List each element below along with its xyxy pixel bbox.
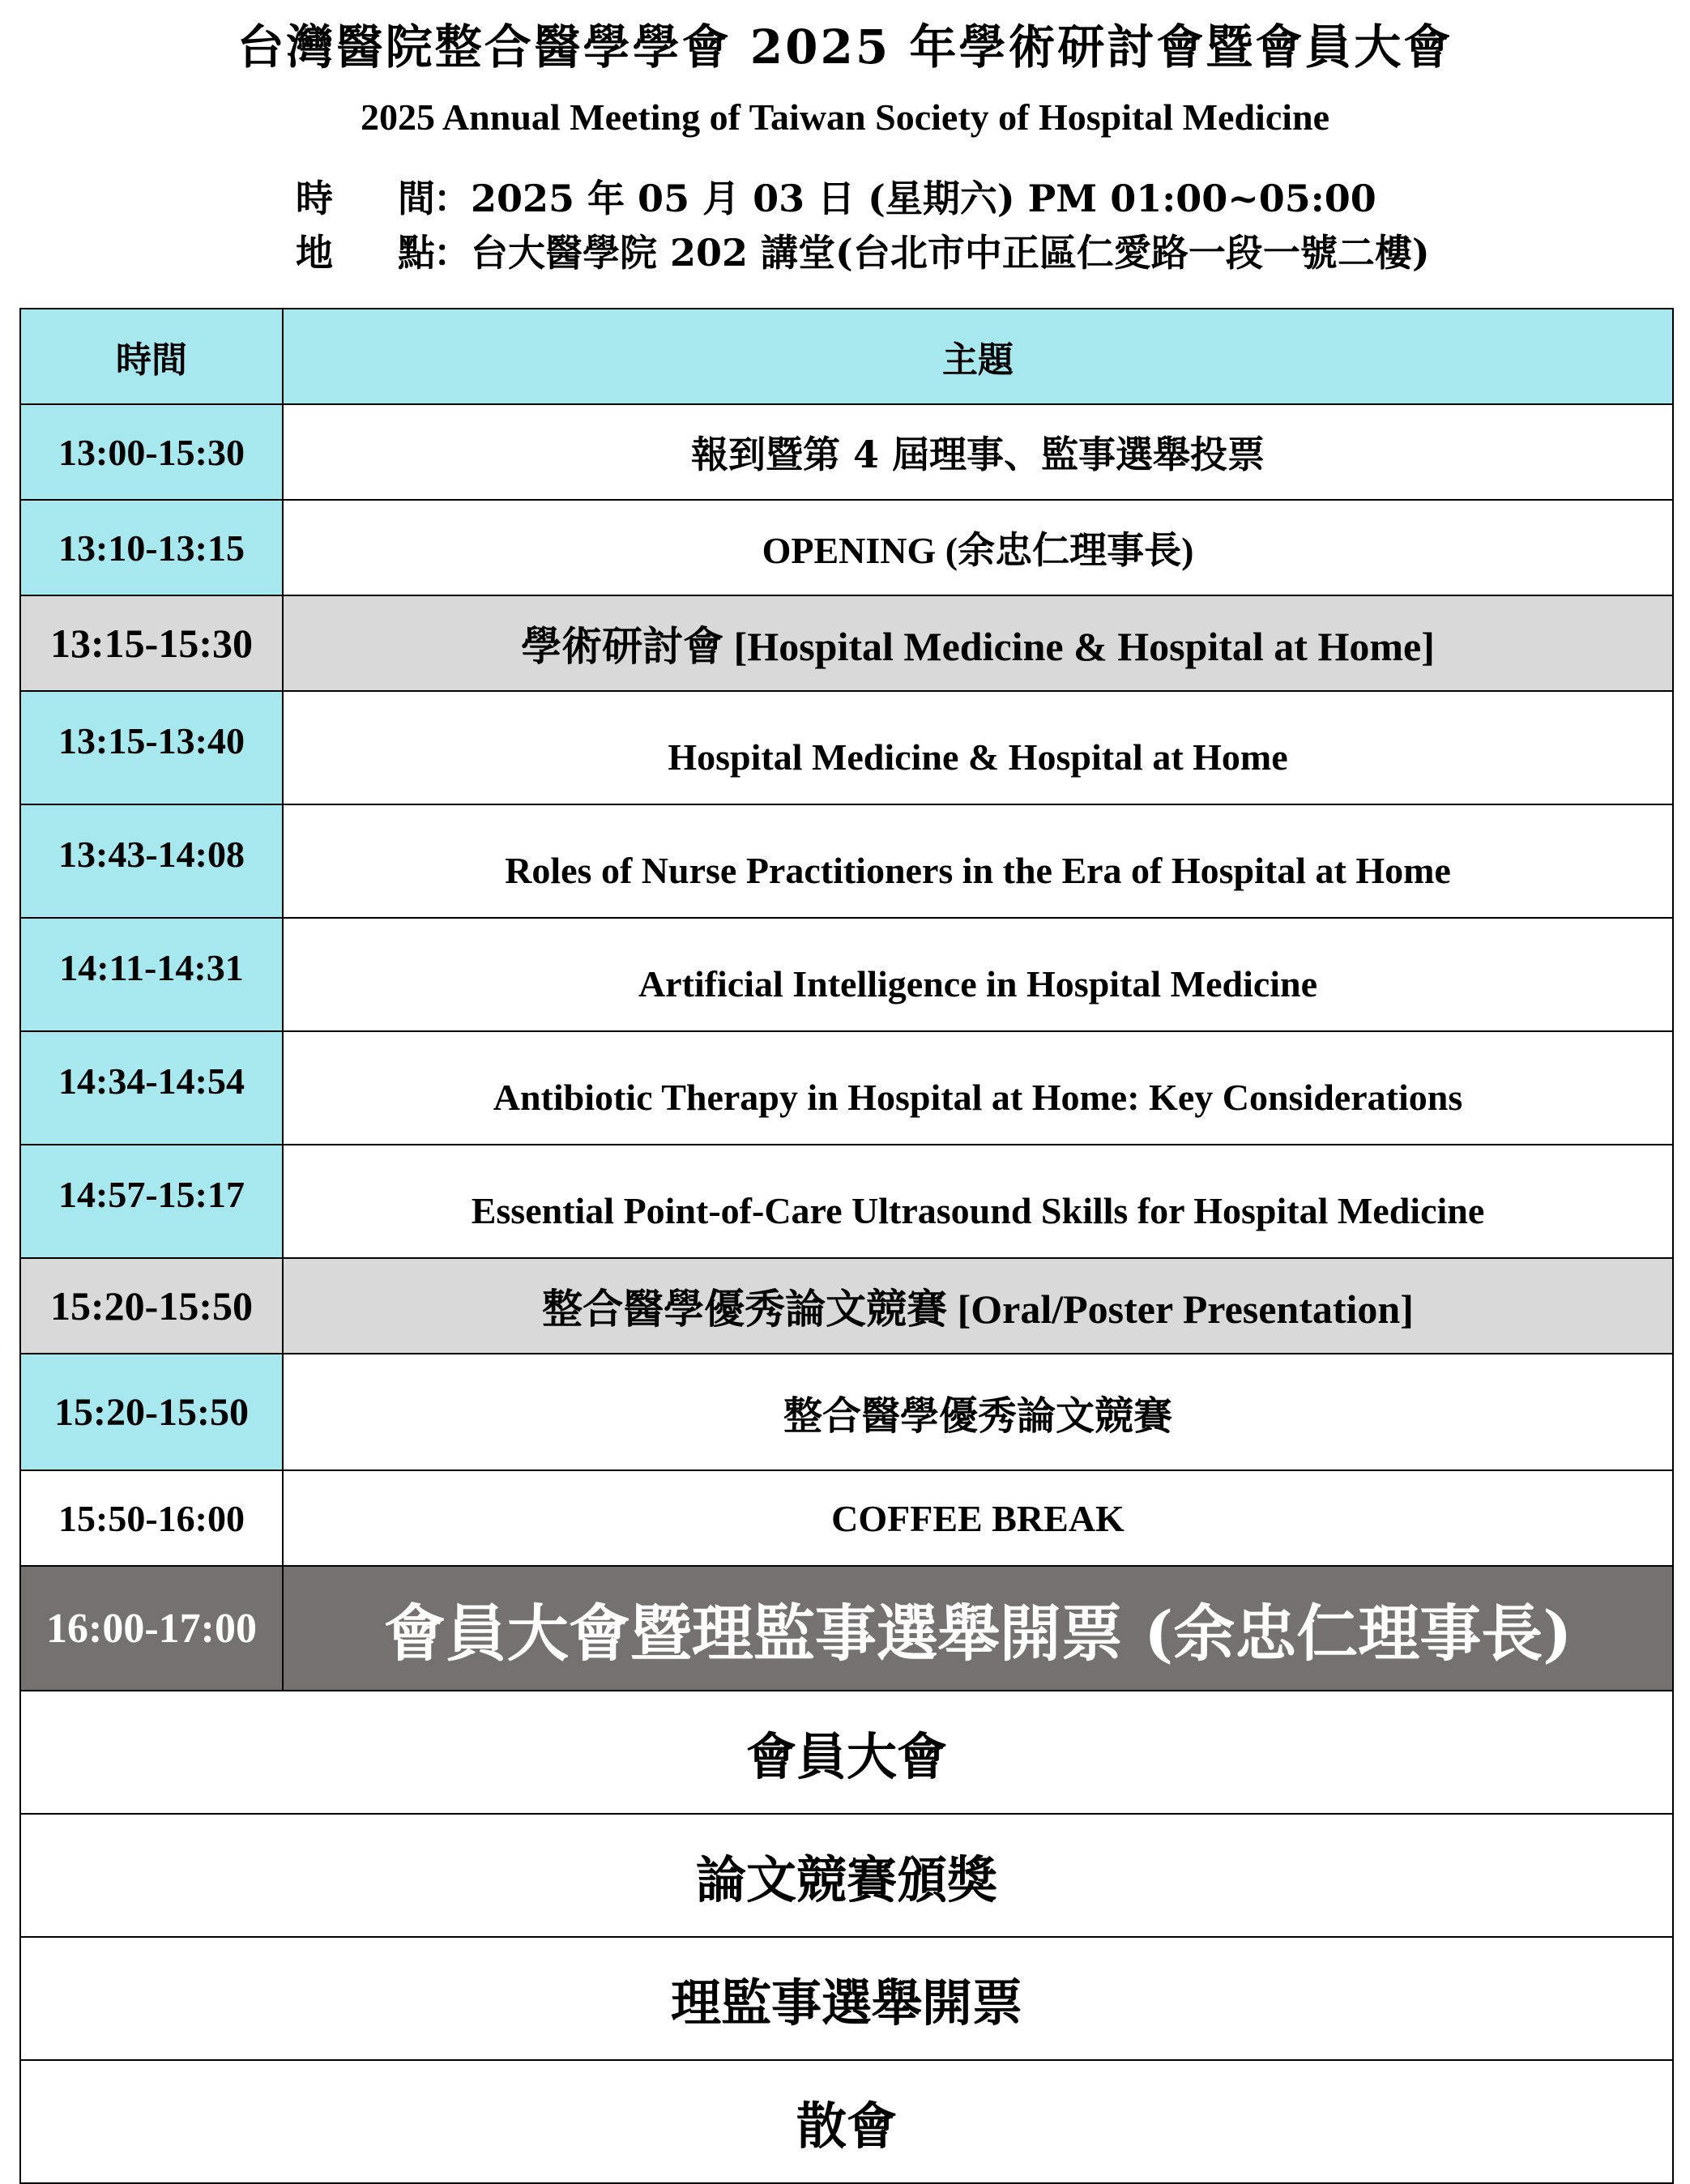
table-row	[20, 1354, 1673, 1470]
row-time: 14:34-14:54	[20, 1031, 283, 1145]
venue-value: ：台大醫學院 202 講堂(台北市中正區仁愛路一段一號二樓)	[433, 231, 1430, 275]
row-time: 13:15-13:40	[20, 691, 283, 804]
row-time: 15:50-16:00	[20, 1470, 283, 1566]
highlight-row	[20, 1566, 1673, 1691]
row-time: 14:57-15:17	[20, 1145, 283, 1258]
venue-label: 地 點	[296, 231, 435, 275]
section-row	[20, 1258, 1673, 1354]
row-time: 13:15-15:30	[20, 595, 283, 691]
row-topic: Antibiotic Therapy in Hospital at Home: Key Considerations	[283, 1031, 1673, 1145]
row-topic: Essential Point-of-Care Ultrasound Skills for Hospital Medicine	[283, 1145, 1673, 1258]
row-time: 15:20-15:50	[20, 1258, 283, 1354]
header-topic: 主題	[283, 309, 1673, 404]
row-topic: 學術研討會 [Hospital Medicine & Hospital at Home]	[283, 595, 1673, 691]
table-row	[20, 1031, 1673, 1145]
full-row-text: 會員大會	[20, 1691, 1673, 1814]
table-row	[20, 404, 1673, 500]
agenda-table	[19, 308, 1674, 2184]
page-title-en: 2025 Annual Meeting of Taiwan Society of Hospital Medicine	[360, 96, 1330, 138]
row-topic: 整合醫學優秀論文競賽	[283, 1354, 1673, 1470]
page-title-zh: 台灣醫院整合醫學學會 2025 年學術研討會暨會員大會	[237, 19, 1453, 75]
full-width-row	[20, 1814, 1673, 1937]
full-row-text: 散會	[20, 2060, 1673, 2183]
full-row-text: 論文競賽頒獎	[20, 1814, 1673, 1937]
section-row	[20, 595, 1673, 691]
time-value: ：2025 年 05 月 03 日 (星期六) PM 01:00~05:00	[433, 177, 1376, 220]
row-topic: COFFEE BREAK	[283, 1470, 1673, 1566]
row-topic: Roles of Nurse Practitioners in the Era of Hospital at Home	[283, 804, 1673, 918]
table-row	[20, 691, 1673, 804]
full-width-row	[20, 2060, 1673, 2183]
table-row	[20, 1145, 1673, 1258]
table-row	[20, 918, 1673, 1031]
row-topic: OPENING (余忠仁理事長)	[283, 500, 1673, 595]
row-topic: Hospital Medicine & Hospital at Home	[283, 691, 1673, 804]
table-header-row	[20, 309, 1673, 404]
row-time: 14:11-14:31	[20, 918, 283, 1031]
full-width-row	[20, 1937, 1673, 2060]
table-row	[20, 500, 1673, 595]
full-width-row	[20, 1691, 1673, 1814]
row-topic: 整合醫學優秀論文競賽 [Oral/Poster Presentation]	[283, 1258, 1673, 1354]
row-topic: 報到暨第 4 屆理事、監事選舉投票	[283, 404, 1673, 500]
table-row	[20, 1470, 1673, 1566]
row-topic: 會員大會暨理監事選舉開票 (余忠仁理事長)	[283, 1566, 1673, 1691]
row-topic: Artificial Intelligence in Hospital Medicine	[283, 918, 1673, 1031]
event-venue-line	[296, 228, 1430, 277]
full-row-text: 理監事選舉開票	[20, 1937, 1673, 2060]
table-row	[20, 804, 1673, 918]
row-time: 13:10-13:15	[20, 500, 283, 595]
row-time: 15:20-15:50	[20, 1354, 283, 1470]
row-time: 16:00-17:00	[20, 1566, 283, 1691]
row-time: 13:43-14:08	[20, 804, 283, 918]
row-time: 13:00-15:30	[20, 404, 283, 500]
event-time-line	[296, 174, 1376, 223]
time-label: 時 間	[296, 177, 435, 220]
header-time: 時間	[20, 309, 283, 404]
